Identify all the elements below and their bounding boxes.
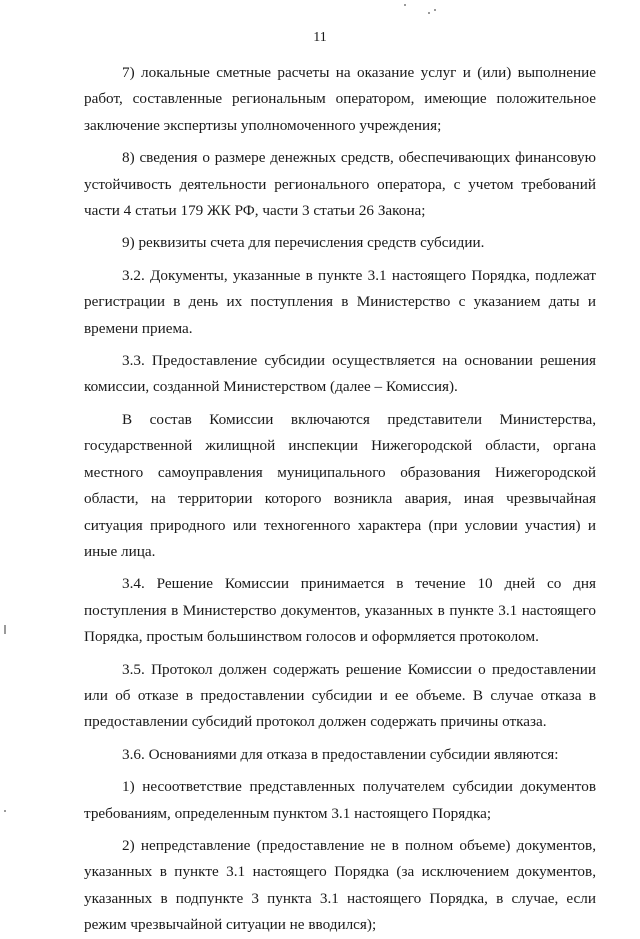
clause-3-4: 3.4. Решение Комиссии принимается в течение 10 дней со дня поступления в Министерство документов, указанных в пункте 3.1 настоящего Порядка, простым большинством голосов и оформляется протоколом. xyxy=(84,575,596,646)
clause-3-6: 3.6. Основаниями для отказа в предоставлении субсидии являются: xyxy=(122,745,559,763)
scan-speck xyxy=(404,4,406,6)
list-item-7: 7) локальные сметные расчеты на оказание услуг и (или) выполнение работ, составленные региональным оператором, имеющие положительное заключение экспертизы уполномоченного учреждения; xyxy=(84,64,596,134)
page-number: 11 xyxy=(313,30,327,45)
clause-3-5: 3.5. Протокол должен содержать решение Комиссии о предоставлении или об отказе в предоставлении субсидии и ее объеме. В случае отказа в предоставлении субсидий протокол должен содержать причины отказа. xyxy=(84,660,596,731)
scan-edge-mark xyxy=(4,625,6,634)
scan-edge-mark xyxy=(4,810,6,812)
scan-speck xyxy=(434,9,436,11)
document-body xyxy=(84,60,596,939)
list-item-8: 8) сведения о размере денежных средств, обеспечивающих финансовую устойчивость деятельности регионального оператора, с учетом требований части 4 статьи 179 ЖК РФ, части 3 статьи 26 Закона; xyxy=(84,149,596,220)
refusal-ground-2: 2) непредставление (предоставление не в полном объеме) документов, указанных в пункте 3.1 настоящего Порядка (за исключением документов, указанных в подпункте 3 пункта 3.1 настоящего Порядка, в случае, если режим чрезвычайной ситуации не вводился); xyxy=(84,836,596,934)
list-item-9: 9) реквизиты счета для перечисления средств субсидии. xyxy=(122,234,485,252)
clause-3-2: 3.2. Документы, указанные в пункте 3.1 настоящего Порядка, подлежат регистрации в день их поступления в Министерство с указанием даты и времени приема. xyxy=(84,266,596,337)
commission-composition: В состав Комиссии включаются представители Министерства, государственной жилищной инспекции Нижегородской области, органа местного самоуправления муниципального образования Нижегородской области, на территории которого возникла авария, иная чрезвычайная ситуация природного или техногенного характера (при условии участия) и иные лица. xyxy=(84,410,596,560)
refusal-ground-1: 1) несоответствие представленных получателем субсидии документов требованиям, определенным пунктом 3.1 настоящего Порядка; xyxy=(84,778,596,822)
clause-3-3: 3.3. Предоставление субсидии осуществляется на основании решения комиссии, созданной Министерством (далее – Комиссия). xyxy=(84,352,596,396)
scan-speck xyxy=(428,12,430,14)
